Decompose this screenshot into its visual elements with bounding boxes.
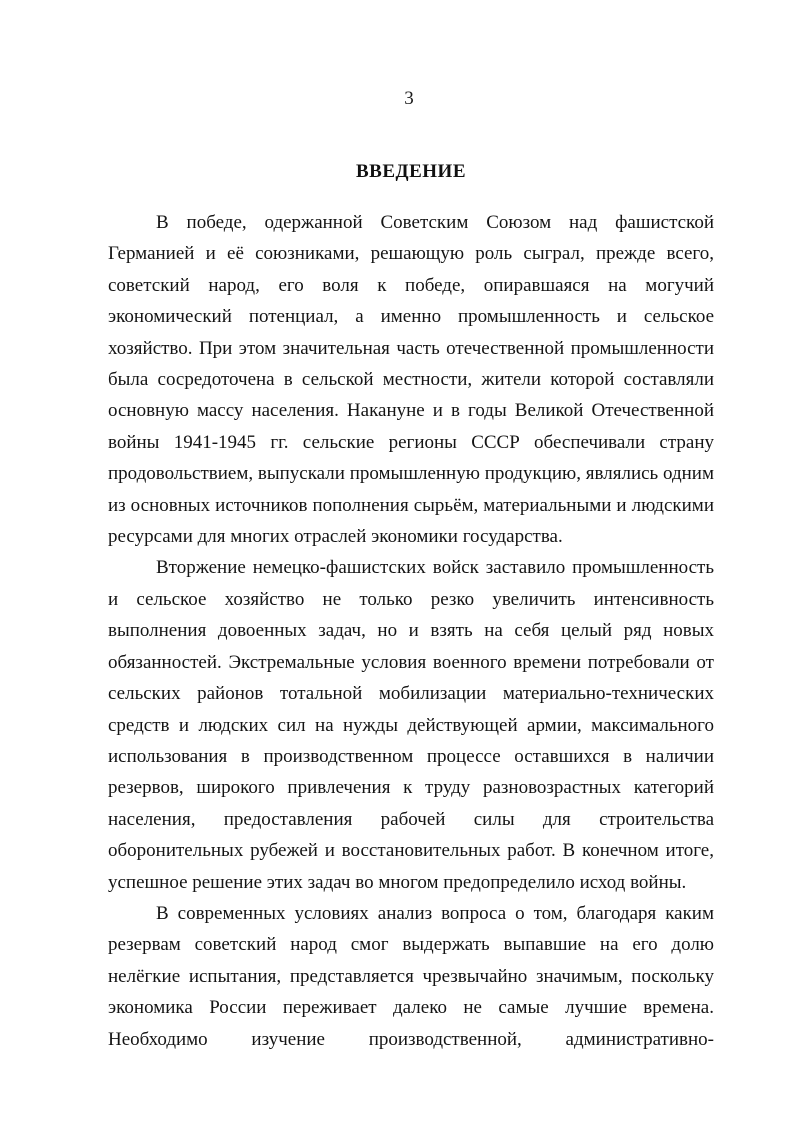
page-number: 3 [404,88,414,109]
section-heading: ВВЕДЕНИЕ [356,161,466,182]
body-text [108,207,714,1055]
paragraph: В современных условиях анализ вопроса о том, благодаря каким резервам советский народ смог выдержать выпавшие на его долю нелёгкие испытания, представляется чрезвычайно значимым, поскольку экономика России переживает далеко не самые лучшие времена. Необходимо изучение производственной, административно- [108,902,714,1050]
paragraph: Вторжение немецко-фашистских войск заставило промышленность и сельское хозяйство не только резко увеличить интенсивность выполнения довоенных задач, но и взять на себя целый ряд новых обязанностей. Экстремальные условия военного времени потребовали от сельских районов тотальной мобилизации материально-технических средств и людских сил на нужды действующей армии, максимального использования в производственном процессе оставшихся в наличии резервов, широкого привлечения к труду разновозрастных категорий населения, предоставления рабочей силы для строительства оборонительных рубежей и восстановительных работ. В конечном итоге, успешное решение этих задач во многом предопределило исход войны. [108,557,714,893]
paragraph: В победе, одержанной Советским Союзом над фашистской Германией и её союзниками, решающую роль сыграл, прежде всего, советский народ, его воля к победе, опиравшаяся на могучий экономический потенциал, а именно промышленность и сельское хозяйство. При этом значительная часть отечественной промышленности была сосредоточена в сельской местности, жители которой составляли основную массу населения. Накануне и в годы Великой Отечественной войны 1941-1945 гг. сельские регионы СССР обеспечивали страну продовольствием, выпускали промышленную продукцию, являлись одним из основных источников пополнения сырьём, материальными и людскими ресурсами для многих отраслей экономики государства. [108,212,714,548]
